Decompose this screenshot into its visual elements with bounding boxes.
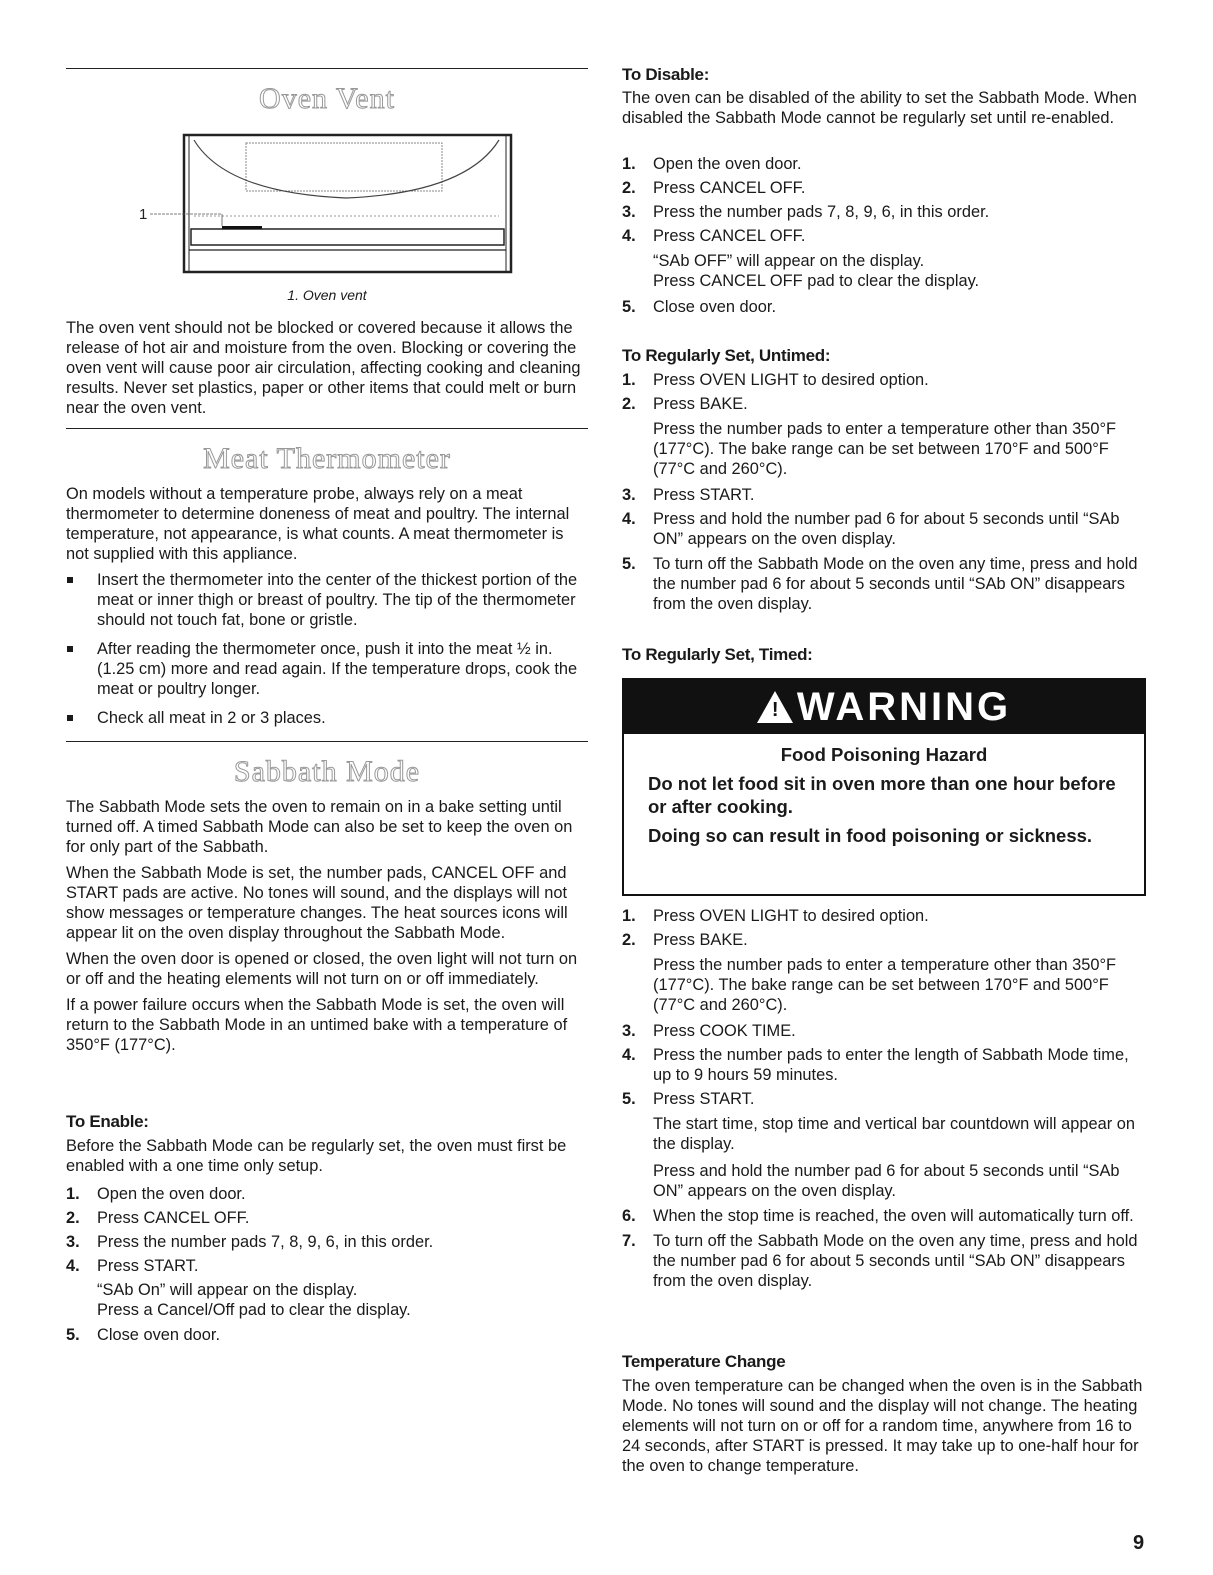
sabbath-mode-text: The Sabbath Mode sets the oven to remain on in a bake setting until turned off. A timed Sabbath Mode can also be set to keep the oven on for only part of the Sabbath. When the Sabbath Mode is set, the number pads, CANCEL OFF and START pads are active. No tones will sound, and the displays will not show messages or temperature changes. The heat sources icons will appear lit on the oven display throughout the Sabbath Mode. When the oven door is opened or closed, the oven light will not turn on or off and the heating elements will not turn on or off immediately. If a power failure occurs when the Sabbath Mode is set, the oven will return to the Sabbath Mode in an untimed bake with a temperature of 350°F (177°C). (66, 798, 578, 1054)
bullet-icon (67, 715, 73, 721)
temperature-change-text: The oven temperature can be changed when the oven is in the Sabbath Mode. No tones will sound and the display will not change. The heating elements will not turn on or off for a random time, anywhere from 16 to 24 seconds, after START is pressed. It may take up to one-half hour for the oven to change temperature. (622, 1377, 1143, 1475)
untimed-steps (622, 370, 1144, 614)
meat-thermometer-list (66, 570, 588, 728)
warning-text: Doing so can result in food poisoning or sickness. (648, 825, 1093, 846)
section-rule (66, 68, 588, 69)
step-item: 5. Press START. The start time, stop time and vertical bar countdown will appear on the display. Press and hold the number pad 6 for about 5 seconds until “SAb ON” appears on the oven display. (622, 1090, 1135, 1200)
temperature-change-heading: Temperature Change (622, 1352, 786, 1371)
step-item: 4. Press CANCEL OFF. “SAb OFF” will appear on the display. Press CANCEL OFF pad to clear the display. (622, 227, 980, 290)
warning-text: Do not let food sit in oven more than one hour before or after cooking. (648, 773, 1116, 817)
step-item: 1. Open the oven door. (66, 1185, 246, 1203)
step-item: 2. Press BAKE. Press the number pads to enter a temperature other than 350°F (177°C). The bake range can be set between 170°F and 500°F (77°C and 260°C). (622, 395, 1117, 478)
step-item: 5. Close oven door. (622, 298, 777, 316)
bullet-icon (67, 646, 73, 652)
step-item: 4. Press START. “SAb On” will appear on the display. Press a Cancel/Off pad to clear the display. (66, 1257, 411, 1319)
to-disable-heading: To Disable: (622, 65, 710, 84)
step-item: 1. Open the oven door. (622, 155, 802, 173)
oven-vent-illustration (136, 128, 586, 276)
to-disable-steps (622, 154, 1144, 317)
step-item: 3. Press the number pads 7, 8, 9, 6, in this order. (66, 1233, 434, 1251)
warning-label: WARNING (796, 684, 1012, 729)
to-enable-steps (66, 1184, 588, 1345)
step-item: 4. Press the number pads to enter the length of Sabbath Mode time, up to 9 hours 59 minutes. (622, 1046, 1129, 1084)
section-rule (66, 741, 588, 742)
step-item: 2. Press BAKE. Press the number pads to enter a temperature other than 350°F (177°C). The bake range can be set between 170°F and 500°F (77°C and 260°C). (622, 931, 1117, 1014)
untimed-heading: To Regularly Set, Untimed: (622, 346, 831, 365)
sabbath-mode-title: Sabbath Mode (233, 755, 421, 788)
warning-triangle-icon: ! (757, 691, 793, 723)
meat-thermometer-title: Meat Thermometer (203, 442, 451, 475)
step-item: 3. Press START. (622, 486, 755, 504)
hazard-title: Food Poisoning Hazard (780, 744, 988, 765)
oven-vent-caption: 1. Oven vent (287, 287, 367, 303)
section-rule (66, 428, 588, 429)
timed-heading: To Regularly Set, Timed: (622, 645, 813, 664)
to-disable-intro: The oven can be disabled of the ability to set the Sabbath Mode. When disabled the Sabbath Mode cannot be regularly set until re-enabled. (622, 89, 1137, 127)
to-enable-intro: Before the Sabbath Mode can be regularly set, the oven must first be enabled with a one time only setup. (66, 1137, 567, 1175)
step-item: 4. Press and hold the number pad 6 for about 5 seconds until “SAb ON” appears on the oven display. (622, 510, 1120, 548)
step-item: 3. Press COOK TIME. (622, 1022, 796, 1040)
bullet-icon (67, 577, 73, 583)
step-item: 7. To turn off the Sabbath Mode on the oven any time, press and hold the number pad 6 for about 5 seconds until “SAb ON” disappears from the oven display. (622, 1232, 1138, 1290)
warning-header (624, 680, 1144, 734)
step-item: 1. Press OVEN LIGHT to desired option. (622, 371, 929, 389)
callout-number: 1 (139, 206, 148, 223)
step-item: 5. To turn off the Sabbath Mode on the oven any time, press and hold the number pad 6 for about 5 seconds until “SAb ON” disappears from the oven display. (622, 555, 1138, 613)
timed-steps (622, 906, 1144, 1291)
meat-thermometer-text: On models without a temperature probe, always rely on a meat thermometer to determine doneness of meat and poultry. The internal temperature, not appearance, is what counts. A meat thermometer is not supplied with this appliance. (66, 485, 570, 563)
step-item: 2. Press CANCEL OFF. (622, 179, 806, 197)
page-number: 9 (1133, 1532, 1145, 1554)
step-item: 1. Press OVEN LIGHT to desired option. (622, 907, 929, 925)
to-enable-heading: To Enable: (66, 1112, 149, 1131)
step-item: 5. Close oven door. (66, 1326, 221, 1344)
step-item: 6. When the stop time is reached, the oven will automatically turn off. (622, 1207, 1134, 1225)
oven-vent-text: The oven vent should not be blocked or covered because it allows the release of hot air and moisture from the oven. Blocking or covering the oven vent will cause poor air circulation, affecting cooking and cleaning results. Never set plastics, paper or other items that could melt or burn near the oven vent. (66, 319, 581, 417)
list-item: After reading the thermometer once, push it into the meat ½ in. (1.25 cm) more and read again. If the temperature drops, cook the meat or poultry longer. (66, 639, 588, 699)
oven-vent-title: Oven Vent (259, 82, 395, 115)
warning-box (622, 678, 1146, 896)
list-item: Insert the thermometer into the center of the thickest portion of the meat or inner thigh or breast of poultry. The tip of the thermometer should not touch fat, bone or gristle. (66, 570, 588, 630)
list-item: Check all meat in 2 or 3 places. (66, 708, 588, 728)
step-item: 2. Press CANCEL OFF. (66, 1209, 250, 1227)
step-item: 3. Press the number pads 7, 8, 9, 6, in this order. (622, 203, 990, 221)
